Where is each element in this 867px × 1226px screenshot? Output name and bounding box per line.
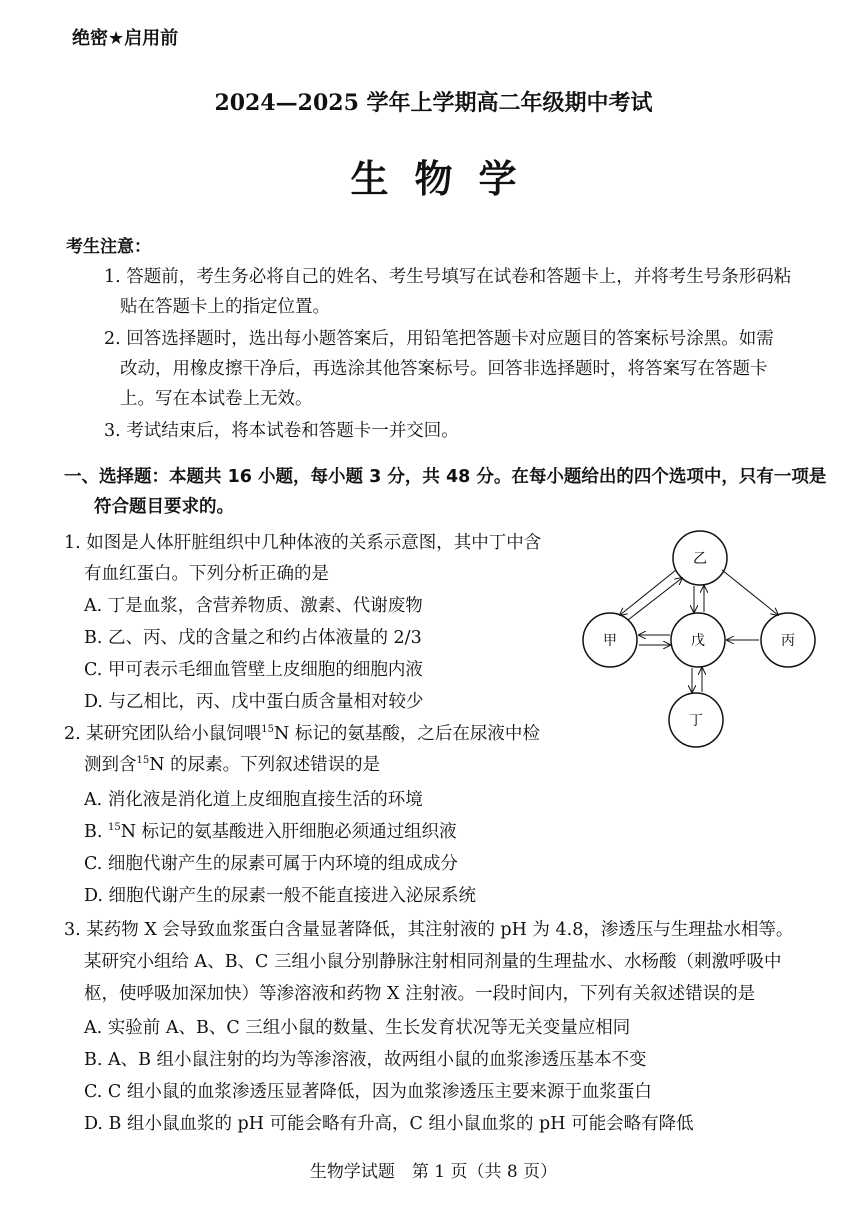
label-ding: 丁 bbox=[689, 713, 703, 729]
q3-option-c: C. C 组小鼠的血浆渗透压显著降低，因为血浆渗透压主要来源于血浆蛋白 bbox=[84, 1082, 652, 1102]
confidential-label: 绝密★启用前 bbox=[72, 28, 179, 49]
q3-stem: 某研究小组给 A、B、C 三组小鼠分别静脉注射相同剂量的生理盐水、水杨酸（刺激呼吸中 bbox=[84, 952, 782, 972]
label-jia: 甲 bbox=[603, 633, 617, 649]
q2-option-b: B. $^{15}$N 标记的氨基酸进入肝细胞必须通过组织液 bbox=[84, 822, 457, 842]
arrow-jia-yi bbox=[628, 578, 682, 620]
q1-option-d: D. 与乙相比，丙、戊中蛋白质含量相对较少 bbox=[84, 692, 424, 712]
label-bing: 丙 bbox=[781, 633, 795, 649]
label-yi: 乙 bbox=[693, 551, 707, 567]
q2-option-a: A. 消化液是消化道上皮细胞直接生活的环境 bbox=[84, 790, 423, 810]
notice-line: 贴在答题卡上的指定位置。 bbox=[120, 297, 330, 317]
q2-option-c: C. 细胞代谢产生的尿素可属于内环境的组成成分 bbox=[84, 854, 458, 874]
q3-stem: 枢，使呼吸加深加快）等渗溶液和药物 X 注射液。一段时间内，下列有关叙述错误的是 bbox=[84, 984, 756, 1004]
notice-line: 2. 回答选择题时，选出每小题答案后，用铅笔把答题卡对应题目的答案标号涂黑。如需 bbox=[104, 329, 774, 349]
body-fluid-diagram bbox=[570, 520, 820, 750]
section-heading: 一、选择题：本题共 16 小题，每小题 3 分，共 48 分。在每小题给出的四个选项中，只有一项是 bbox=[64, 467, 827, 487]
q1-stem: 有血红蛋白。下列分析正确的是 bbox=[84, 564, 329, 584]
notice-line: 3. 考试结束后，将本试卷和答题卡一并交回。 bbox=[104, 421, 459, 441]
q1-option-b: B. 乙、丙、戊的含量之和约占体液量的 2/3 bbox=[84, 628, 422, 648]
q3-stem: 3. 某药物 X 会导致血浆蛋白含量显著降低，其注射液的 pH 为 4.8，渗透压与生理盐水相等。 bbox=[64, 920, 794, 940]
q3-option-a: A. 实验前 A、B、C 三组小鼠的数量、生长发育状况等无关变量应相同 bbox=[84, 1018, 631, 1038]
q2-stem: 2. 某研究团队给小鼠饲喂$^{15}$N 标记的氨基酸，之后在尿液中检 bbox=[64, 724, 540, 744]
subject-title: 生物学 bbox=[350, 156, 543, 201]
section-heading-cont: 符合题目要求的。 bbox=[94, 497, 234, 517]
q3-option-b: B. A、B 组小鼠注射的均为等渗溶液，故两组小鼠的血浆渗透压基本不变 bbox=[84, 1050, 647, 1070]
notice-line: 上。写在本试卷上无效。 bbox=[120, 389, 313, 409]
q2-option-d: D. 细胞代谢产生的尿素一般不能直接进入泌尿系统 bbox=[84, 886, 477, 906]
notice-title: 考生注意： bbox=[66, 237, 151, 257]
arrow-yi-bing bbox=[722, 570, 778, 615]
q2-stem: 测到含$^{15}$N 的尿素。下列叙述错误的是 bbox=[84, 755, 381, 775]
notice-line: 改动，用橡皮擦干净后，再选涂其他答案标号。回答非选择题时，将答案写在答题卡 bbox=[120, 359, 768, 379]
arrow-yi-jia bbox=[620, 570, 676, 615]
label-wu: 戊 bbox=[691, 633, 705, 649]
q1-option-a: A. 丁是血浆，含营养物质、激素、代谢废物 bbox=[84, 596, 423, 616]
notice-line: 1. 答题前，考生务必将自己的姓名、考生号填写在试卷和答题卡上，并将考生号条形码粘 bbox=[104, 267, 792, 287]
q1-option-c: C. 甲可表示毛细血管壁上皮细胞的细胞内液 bbox=[84, 660, 423, 680]
exam-title: 2024—2025 学年上学期高二年级期中考试 bbox=[214, 90, 653, 116]
page-footer: 生物学试题 第 1 页（共 8 页） bbox=[309, 1162, 558, 1182]
q1-stem: 1. 如图是人体肝脏组织中几种体液的关系示意图，其中丁中含 bbox=[64, 533, 542, 553]
q3-option-d: D. B 组小鼠血浆的 pH 可能会略有升高，C 组小鼠血浆的 pH 可能会略有降低 bbox=[84, 1114, 694, 1134]
